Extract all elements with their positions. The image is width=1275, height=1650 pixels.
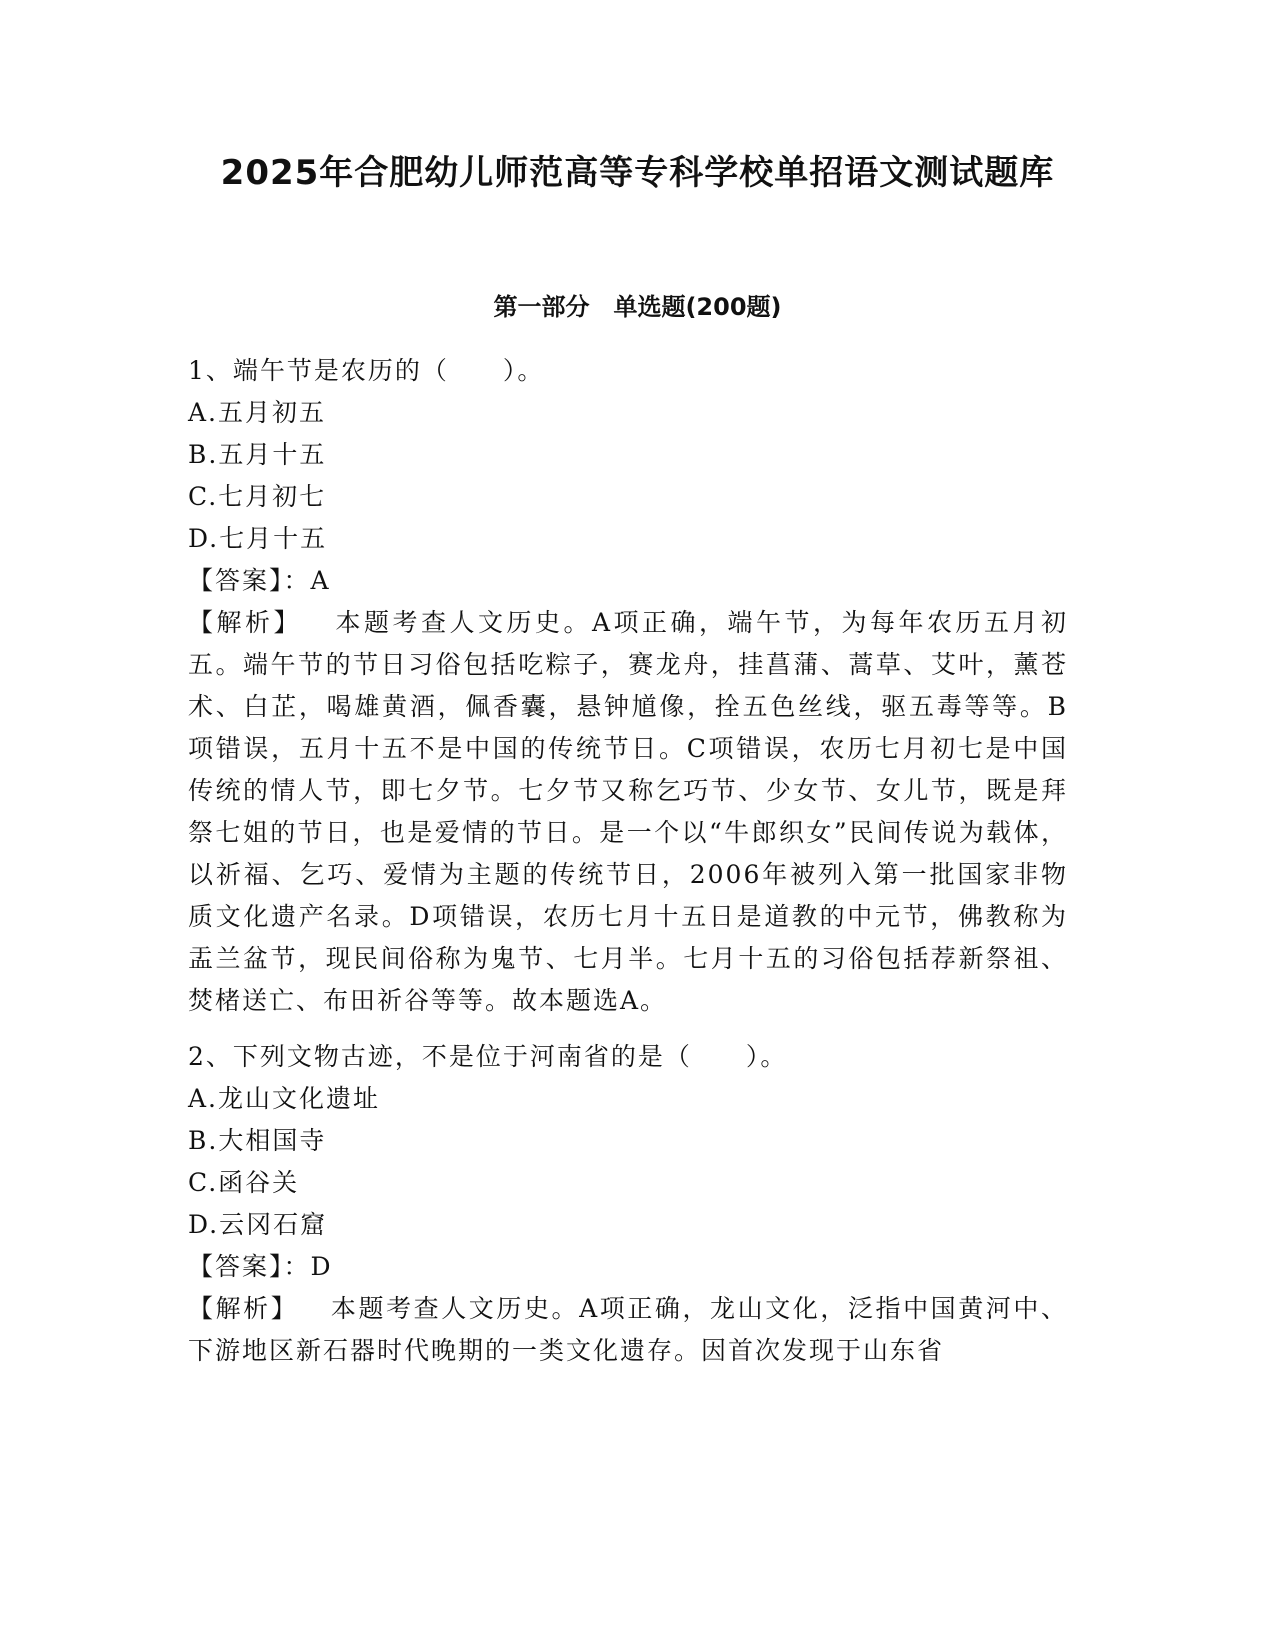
analysis-label: 【解析】 xyxy=(188,1294,299,1323)
question-2 xyxy=(188,1036,1068,1372)
option-c: C.七月初七 xyxy=(188,482,327,511)
answer-value: A xyxy=(310,566,331,595)
answer-value: D xyxy=(310,1252,333,1281)
analysis-paragraph xyxy=(188,602,1068,1022)
option-a: A.五月初五 xyxy=(188,398,327,427)
document-title: 2025年合肥幼儿师范高等专科学校单招语文测试题库 xyxy=(220,153,1055,193)
analysis-paragraph xyxy=(188,1288,1068,1372)
question-1 xyxy=(188,350,1068,1022)
question-list xyxy=(188,350,1068,1372)
option-b: B.五月十五 xyxy=(188,440,327,469)
answer-line xyxy=(188,1246,1068,1288)
option-a: A.龙山文化遗址 xyxy=(188,1084,381,1113)
section-title: 第一部分 单选题(200题) xyxy=(493,293,782,321)
answer-label: 【答案】： xyxy=(188,566,311,595)
analysis-text: 本题考查人文历史。A项正确，端午节，为每年农历五月初五。端午节的节日习俗包括吃粽子，赛龙舟，挂菖蒲、蒿草、艾叶，薰苍术、白芷，喝雄黄酒，佩香囊，悬钟馗像，拴五色丝线，驱五毒等等。B项错误，五月十五不是中国的传统节日。C项错误，农历七月初七是中国传统的情人节，即七夕节。七夕节又称乞巧节、少女节、女儿节，既是拜祭七姐的节日，也是爱情的节日。是一个以“牛郎织女”民间传说为载体，以祈福、乞巧、爱情为主题的传统节日，2006年被列入第一批国家非物质文化遗产名录。D项错误，农历七月十五日是道教的中元节，佛教称为盂兰盆节，现民间俗称为鬼节、七月半。七月十五的习俗包括荐新祭祖、焚楮送亡、布田祈谷等等。故本题选A。 xyxy=(188,608,1068,1015)
option-d: D.云冈石窟 xyxy=(188,1210,328,1239)
question-stem: 1、端午节是农历的（ ）。 xyxy=(188,356,545,385)
analysis-text: 本题考查人文历史。A项正确，龙山文化，泛指中国黄河中、下游地区新石器时代晚期的一类文化遗存。因首次发现于山东省 xyxy=(188,1294,1068,1365)
option-b: B.大相国寺 xyxy=(188,1126,327,1155)
answer-label: 【答案】： xyxy=(188,1252,311,1281)
analysis-label: 【解析】 xyxy=(188,608,302,637)
option-d: D.七月十五 xyxy=(188,524,328,553)
option-c: C.函谷关 xyxy=(188,1168,300,1197)
question-stem: 2、下列文物古迹，不是位于河南省的是（ ）。 xyxy=(188,1042,788,1071)
answer-line xyxy=(188,560,1068,602)
